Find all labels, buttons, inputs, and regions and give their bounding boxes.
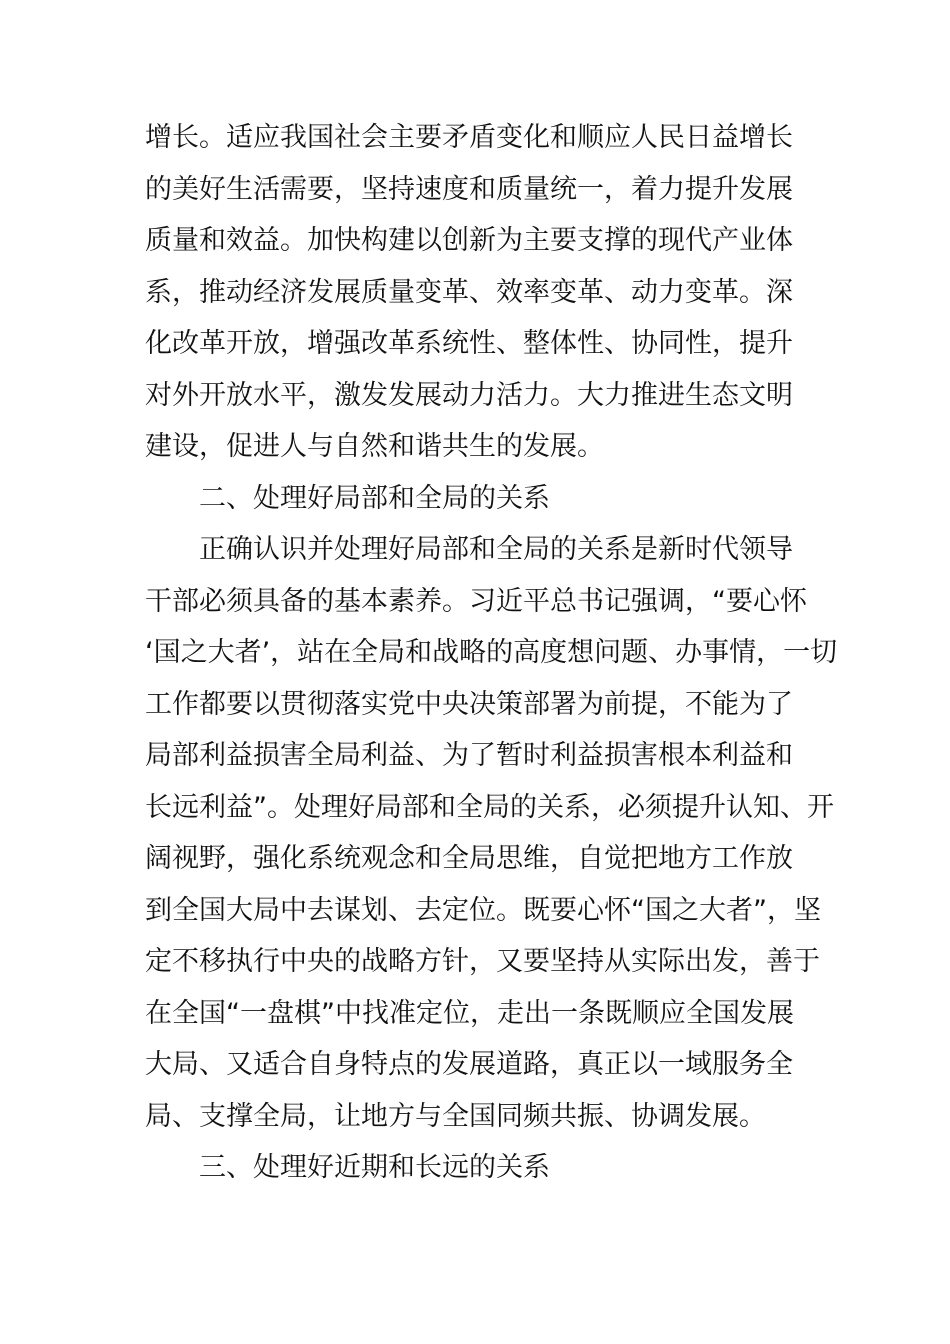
body-line: 质量和效益。加快构建以创新为主要支撑的现代产业体 xyxy=(145,225,793,256)
body-line: 对外开放水平，激发发展动力活力。大力推进生态文明 xyxy=(145,379,793,411)
body-line: 干部必须具备的基本素养。习近平总书记强调，“要心怀 xyxy=(145,585,807,617)
paragraph-first-line: 正确认识并处理好局部和全局的关系是新时代领导 xyxy=(199,534,793,565)
body-line: 长远利益”。处理好局部和全局的关系，必须提升认知、开 xyxy=(145,791,834,823)
body-line: 化改革开放，增强改革系统性、整体性、协同性，提升 xyxy=(145,328,793,359)
body-line: 阔视野，强化系统观念和全局思维，自觉把地方工作放 xyxy=(145,843,793,874)
body-line: 系，推动经济发展质量变革、效率变革、动力变革。深 xyxy=(145,276,793,308)
section-heading-3: 三、处理好近期和长远的关系 xyxy=(199,1152,550,1183)
body-line: 到全国大局中去谋划、去定位。既要心怀“国之大者”，坚 xyxy=(145,894,821,926)
section-heading-2: 二、处理好局部和全局的关系 xyxy=(199,482,550,514)
body-line: 局、支撑全局，让地方与全国同频共振、协调发展。 xyxy=(145,1100,766,1132)
body-line: 定不移执行中央的战略方针，又要坚持从实际出发，善于 xyxy=(145,946,820,977)
body-line: 工作都要以贯彻落实党中央决策部署为前提，不能为了 xyxy=(145,688,793,720)
body-line: 局部利益损害全局利益、为了暂时利益损害根本利益和 xyxy=(145,740,793,771)
document-body xyxy=(145,112,838,1194)
body-line: 建设，促进人与自然和谐共生的发展。 xyxy=(145,431,604,462)
body-line: 的美好生活需要，坚持速度和质量统一，着力提升发展 xyxy=(145,173,793,205)
body-line: ‘国之大者’，站在全局和战略的高度想问题、办事情，一切 xyxy=(145,637,838,668)
body-line: 在全国“一盘棋”中找准定位，走出一条既顺应全国发展 xyxy=(145,997,794,1029)
body-line: 增长。适应我国社会主要矛盾变化和顺应人民日益增长 xyxy=(145,122,793,153)
body-line: 大局、又适合自身特点的发展道路，真正以一域服务全 xyxy=(145,1049,793,1080)
